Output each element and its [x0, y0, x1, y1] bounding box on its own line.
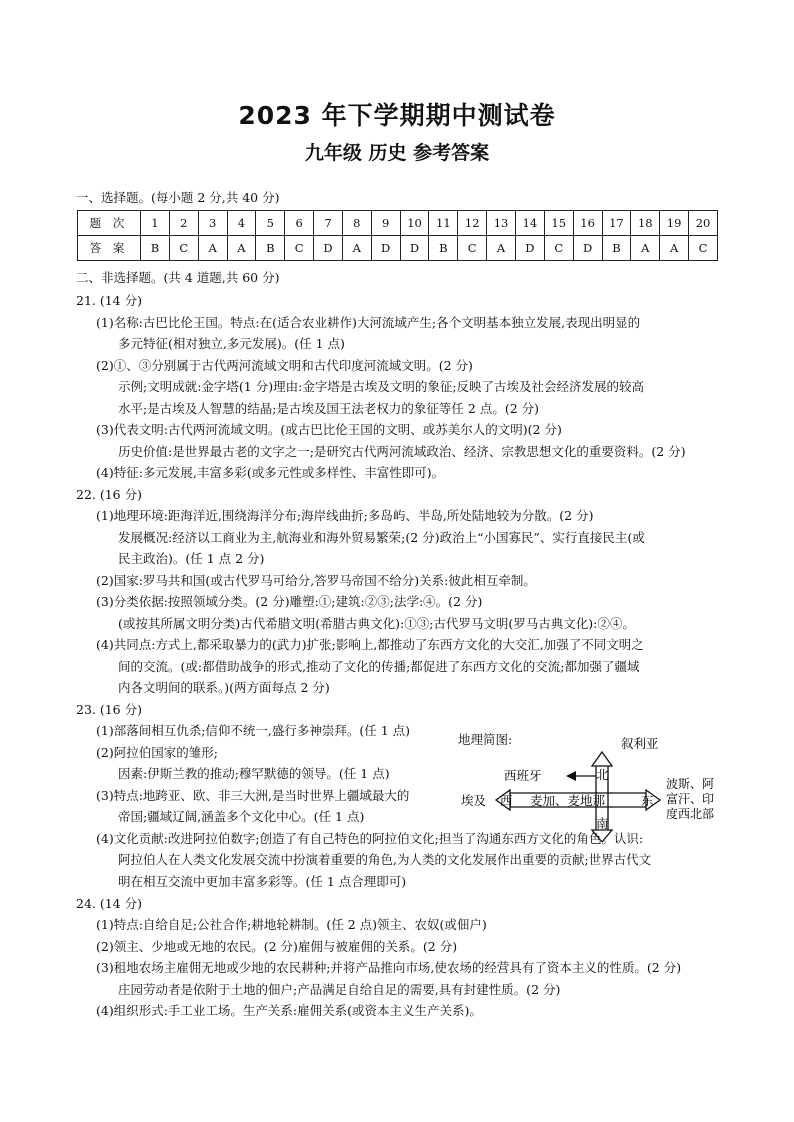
- table-cell: 12: [458, 211, 487, 236]
- table-cell: 10: [400, 211, 429, 236]
- geography-sketch: [458, 730, 720, 842]
- map-south: 南: [596, 816, 609, 831]
- map-egypt: 埃及: [461, 793, 487, 808]
- table-cell: 5: [256, 211, 285, 236]
- table-cell: C: [689, 236, 718, 261]
- table-cell: C: [285, 236, 314, 261]
- q23-line: (4)文化贡献:改进阿拉伯数字;创造了有自己特色的阿拉伯文化;担当了沟通东西方文化的角色。认识:: [96, 831, 644, 846]
- table-cell: D: [400, 236, 429, 261]
- table-cell: 17: [602, 211, 631, 236]
- q23-number: 23. (16 分): [76, 702, 142, 717]
- table-cell: 11: [429, 211, 458, 236]
- table-cell: C: [458, 236, 487, 261]
- table-cell: 18: [631, 211, 660, 236]
- q23-line: (2)阿拉伯国家的雏形;: [96, 745, 218, 760]
- map-west: 西: [500, 793, 513, 808]
- q23-line: 阿拉伯人在人类文化发展交流中扮演着重要的角色,为人类的文化发展作出重要的贡献;世界古代文: [118, 852, 652, 867]
- q21-line: 示例;文明成就:金字塔(1 分)理由:金字塔是古埃及文明的象征;反映了古埃及社会经济发展的较高: [118, 379, 645, 394]
- q22-line: 发展概况:经济以工商业为主,航海业和海外贸易繁荣;(2 分)政治上“小国寡民”、实行直接民主(或: [118, 530, 645, 545]
- table-cell: A: [487, 236, 516, 261]
- table-cell: 4: [227, 211, 256, 236]
- table-cell: 3: [198, 211, 227, 236]
- table-cell: 9: [371, 211, 400, 236]
- q21-number: 21. (14 分): [76, 293, 142, 308]
- row-label-answers: 答 案: [78, 236, 141, 261]
- spain-arrow-head: [566, 771, 576, 781]
- q21-line: 历史价值:是世界最古老的文字之一;是研究古代两河流域政治、经济、宗教思想文化的重要资料。(2 分): [118, 444, 686, 459]
- section1-heading: 一、选择题。(每小题 2 分,共 40 分): [76, 190, 280, 205]
- q21-line: (3)代表文明:古代两河流域文明。(或古巴比伦王国的文明、或苏美尔人的文明)(2 分): [96, 422, 562, 437]
- map-north: 北: [596, 767, 609, 782]
- row-label-numbers: 题 次: [78, 211, 141, 236]
- map-spain: 西班牙: [504, 768, 542, 783]
- q22-line: (1)地理环境:距海洋近,围绕海洋分布;海岸线曲折;多岛屿、半岛,所处陆地较为分散。(2 分): [96, 508, 594, 523]
- table-row-numbers: [78, 211, 718, 236]
- table-cell: A: [631, 236, 660, 261]
- north-arrow-head: [592, 752, 612, 766]
- south-arrow-head: [592, 830, 612, 842]
- map-persia-line3: 度西北部: [666, 807, 715, 821]
- table-cell: A: [198, 236, 227, 261]
- map-east: 东: [641, 793, 654, 808]
- map-label: 地理简图:: [458, 732, 513, 747]
- q24-line: (2)领主、少地或无地的农民。(2 分)雇佣与被雇佣的关系。(2 分): [96, 939, 458, 954]
- section2-heading: 二、非选择题。(共 4 道题,共 60 分): [76, 270, 280, 285]
- table-cell: D: [573, 236, 602, 261]
- table-cell: D: [515, 236, 544, 261]
- table-cell: A: [660, 236, 689, 261]
- q21-line: (2)①、③分别属于古代两河流域文明和古代印度河流域文明。(2 分): [96, 358, 473, 373]
- q21-line: (1)名称:古巴比伦王国。特点:在(适合农业耕作)大河流域产生;各个文明基本独立发展,表现出明显的: [96, 315, 641, 330]
- q22-line: 民主政治)。(任 1 点 2 分): [118, 551, 265, 566]
- table-row-answers: [78, 236, 718, 261]
- q24-line: (3)租地农场主雇佣无地或少地的农民耕种;并将产品推向市场,使农场的经营具有了资本主义的性质。(2 分): [96, 960, 682, 975]
- q21-line: (4)特征:多元发展,丰富多彩(或多元性或多样性、丰富性即可)。: [96, 465, 445, 480]
- table-cell: 20: [689, 211, 718, 236]
- table-cell: 8: [342, 211, 371, 236]
- page-title: 2023 年下学期期中测试卷: [238, 101, 556, 130]
- q24-line: 庄园劳动者是依附于土地的佃户;产品满足自给自足的需要,具有封建性质。(2 分): [118, 982, 561, 997]
- q23-line: (1)部落间相互仇杀;信仰不统一,盛行多神崇拜。(任 1 点): [96, 723, 411, 738]
- q22-line: (2)国家:罗马共和国(或古代罗马可给分,答罗马帝国不给分)关系:彼此相互牵制。: [96, 573, 536, 588]
- q24-line: (4)组织形式:手工业工场。生产关系:雇佣关系(或资本主义生产关系)。: [96, 1003, 482, 1018]
- answer-table: [77, 210, 718, 261]
- map-mecca-medina: 麦加、麦地那: [530, 793, 606, 808]
- map-diagram: [458, 730, 720, 842]
- table-cell: B: [429, 236, 458, 261]
- q22-line: 间的交流。(或:都借助战争的形式,推动了文化的传播;都促进了东西方文化的交流;都加强了疆域: [118, 659, 640, 674]
- q22-number: 22. (16 分): [76, 487, 142, 502]
- table-cell: 1: [141, 211, 170, 236]
- table-cell: 14: [515, 211, 544, 236]
- map-syria: 叙利亚: [621, 736, 659, 751]
- table-cell: C: [544, 236, 573, 261]
- map-persia-line2: 富汗、印: [666, 792, 715, 806]
- table-cell: C: [169, 236, 198, 261]
- q21-line: 多元特征(相对独立,多元发展)。(任 1 点): [118, 336, 345, 351]
- table-cell: 16: [573, 211, 602, 236]
- table-cell: 13: [487, 211, 516, 236]
- table-cell: 7: [314, 211, 343, 236]
- table-cell: 19: [660, 211, 689, 236]
- table-cell: D: [314, 236, 343, 261]
- table-cell: B: [256, 236, 285, 261]
- table-cell: 15: [544, 211, 573, 236]
- table-cell: 2: [169, 211, 198, 236]
- q24-number: 24. (14 分): [76, 896, 142, 911]
- q22-line: 内各文明间的联系。)(两方面每点 2 分): [118, 680, 330, 695]
- q23-line: 明在相互交流中更加丰富多彩等。(任 1 点合理即可): [118, 874, 407, 889]
- table-cell: 6: [285, 211, 314, 236]
- table-cell: B: [602, 236, 631, 261]
- q23-line: (3)特点:地跨亚、欧、非三大洲,是当时世界上疆域最大的: [96, 788, 410, 803]
- q23-line: 帝国;疆域辽阔,涵盖多个文化中心。(任 1 点): [118, 809, 365, 824]
- q22-line: (3)分类依据:按照领域分类。(2 分)雕塑:①;建筑:②③;法学:④。(2 分): [96, 594, 483, 609]
- q23-line: 因素:伊斯兰教的推动;穆罕默德的领导。(任 1 点): [118, 766, 390, 781]
- page-subtitle: 九年级 历史 参考答案: [304, 142, 490, 164]
- table-cell: D: [371, 236, 400, 261]
- table-cell: A: [227, 236, 256, 261]
- q22-line: (4)共同点:方式上,都采取暴力的(武力)扩张;影响上,都推动了东西方文化的大交汇,加强了不同文明之: [96, 637, 644, 652]
- q21-line: 水平;是古埃及人智慧的结晶;是古埃及国王法老权力的象征等任 2 点。(2 分): [118, 401, 540, 416]
- q24-line: (1)特点:自给自足;公社合作;耕地轮耕制。(任 2 点)领主、农奴(或佃户): [96, 917, 487, 932]
- q22-line: (或按其所属文明分类)古代希腊文明(希腊古典文化):①③;古代罗马文明(罗马古典文化):②④。: [118, 616, 635, 631]
- map-persia-line1: 波斯、阿: [666, 777, 715, 791]
- table-cell: A: [342, 236, 371, 261]
- table-cell: B: [141, 236, 170, 261]
